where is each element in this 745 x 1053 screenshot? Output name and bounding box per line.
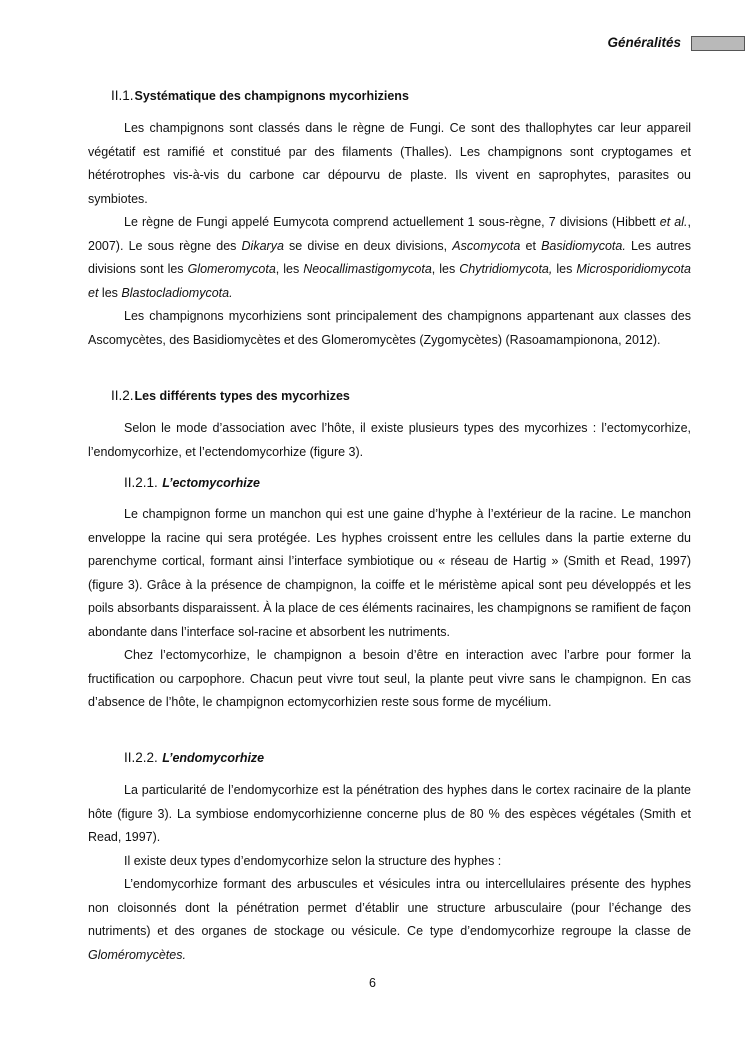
paragraph-block-1 [88, 117, 691, 352]
section-heading-II-1 [111, 88, 409, 103]
header-decoration-box [691, 36, 745, 51]
section-number: II.2.1. [124, 475, 158, 490]
section-title: L’ectomycorhize [162, 476, 260, 490]
section-title: Systématique des champignons mycorhiziens [134, 89, 409, 103]
subsection-heading-II-2-1 [124, 475, 260, 490]
page-number: 6 [369, 976, 376, 990]
section-title: Les différents types des mycorhizes [134, 389, 350, 403]
paragraph-fungi-divisions: Le règne de Fungi appelé Eumycota comprend actuellement 1 sous-règne, 7 divisions (Hibbett et al., 2007). Le sous règne des Dikarya se divise en deux divisions, Ascomycota et Basidiomycota. Les autres divisions sont les Glomeromycota, les Neocallimastigomycota, les Chytridiomycota, les Microsporidiomycota et les Blastocladiomycota. [88, 215, 691, 300]
paragraph-fungi-intro: Les champignons sont classés dans le règne de Fungi. Ce sont des thallophytes car leur appareil végétatif est ramifié et constitué par des filaments (Thalles). Les champignons sont cryptogames et hétérotrophes vis-à-vis du carbone car dépourvu de plaste. Ils vivent en saprophytes, parasites ou symbiotes. [88, 121, 691, 206]
paragraph-mycorrhizal-fungi: Les champignons mycorhiziens sont principalement des champignons appartenant aux classes des Ascomycètes, des Basidiomycètes et des Glomeromycètes (Zygomycètes) (Rasoamampionona, 2012). [88, 309, 691, 347]
section-number: II.1. [111, 88, 134, 103]
paragraph-mycorrhiza-types: Selon le mode d’association avec l’hôte, il existe plusieurs types des mycorhizes : l’ectomycorhize, l’endomycorhize, et l’ectendomycorhize (figure 3). [88, 421, 691, 459]
running-header-title: Généralités [607, 35, 681, 50]
paragraph-endomycorrhiza-types: Il existe deux types d’endomycorhize selon la structure des hyphes : [124, 853, 502, 868]
section-title: L’endomycorhize [162, 751, 265, 765]
section-number: II.2.2. [124, 750, 158, 765]
paragraph-block-3 [88, 503, 691, 715]
paragraph-block-4 [88, 779, 691, 967]
paragraph-block-2 [88, 417, 691, 464]
subsection-heading-II-2-2 [124, 750, 264, 765]
section-heading-II-2 [111, 388, 350, 403]
paragraph-ectomycorrhiza-structure: Le champignon forme un manchon qui est une gaine d’hyphe à l’extérieur de la racine. Le manchon enveloppe la racine qui sera protégée. Les hyphes croissent entre les cellules dans la partie externe du parenchyme cortical, formant ainsi l’interface symbiotique ou « réseau de Hartig » (Smith et Read, 1997) (figure 3). Grâce à la présence de champignon, la coiffe et le méristème apical sont peu développés et les poils absorbants disparaissent. À la place de ces éléments racinaires, les champignons se ramifient de façon abondante dans l’interface sol-racine et absorbent les nutriments. [88, 507, 691, 639]
paragraph-endomycorrhiza-particularity: La particularité de l’endomycorhize est la pénétration des hyphes dans le cortex racinaire de la plante hôte (figure 3). La symbiose endomycorhizienne concerne plus de 80 % des espèces végétales (Smith et Read, 1997). [88, 783, 691, 844]
section-number: II.2. [111, 388, 134, 403]
paragraph-arbuscular: L’endomycorhize formant des arbuscules et vésicules intra ou intercellulaires présente des hyphes non cloisonnés dont la pénétration permet d’établir une structure arbusculaire (pour l’échange des nutriments) et des organes de stockage ou vésicule. Ce type d’endomycorhize regroupe la classe de Gloméromycètes. [88, 877, 691, 962]
paragraph-ectomycorrhiza-interaction: Chez l’ectomycorhize, le champignon a besoin d’être en interaction avec l’arbre pour former la fructification ou carpophore. Chacun peut vivre tout seul, la plante peut vivre sans le champignon. En cas d’absence de l’hôte, le champignon ectomycorhizien reste sous forme de mycélium. [88, 648, 691, 709]
